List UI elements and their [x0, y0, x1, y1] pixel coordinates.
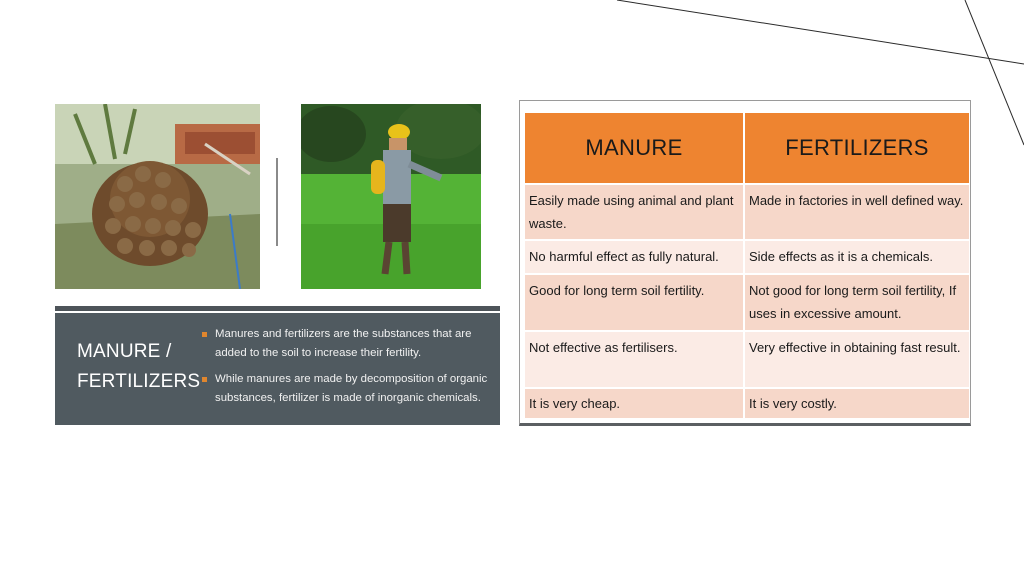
table-cell: Good for long term soil fertility.	[525, 273, 745, 330]
table-cell: Not effective as fertilisers.	[525, 330, 745, 387]
bullet-square-icon	[202, 332, 207, 337]
header-manure: MANURE	[525, 113, 745, 183]
comparison-table-frame	[519, 100, 971, 426]
table-cell: Very effective in obtaining fast result.	[745, 330, 969, 387]
table-cell: No harmful effect as fully natural.	[525, 239, 745, 273]
table-cell: Not good for long term soil fertility, If uses in excessive amount.	[745, 273, 969, 330]
table-cell: It is very cheap.	[525, 387, 745, 418]
info-panel	[55, 313, 500, 425]
bullet-item	[202, 370, 492, 408]
header-fertilizers: FERTILIZERS	[745, 113, 969, 183]
table-row	[525, 330, 969, 387]
table-cell: Made in factories in well defined way.	[745, 183, 969, 239]
table-row	[525, 387, 969, 418]
bullet-text: Manures and fertilizers are the substances that are added to the soil to increase their fertility.	[215, 328, 472, 359]
manure-heap-photo	[55, 104, 260, 289]
table-cell: It is very costly.	[745, 387, 969, 418]
table-header-row	[525, 113, 969, 183]
table-row	[525, 273, 969, 330]
bullet-square-icon	[202, 377, 207, 382]
table-cell: Easily made using animal and plant waste.	[525, 183, 745, 239]
table-cell: Side effects as it is a chemicals.	[745, 239, 969, 273]
comparison-table	[525, 113, 969, 418]
bullet-list	[202, 325, 492, 415]
farmer-spreading-fertilizer-photo	[301, 104, 481, 289]
separator-line	[276, 158, 278, 246]
bullet-item	[202, 325, 492, 363]
table-row	[525, 183, 969, 239]
bullet-text: While manures are made by decomposition of organic substances, fertilizer is made of inorganic chemicals.	[215, 373, 488, 404]
info-panel-title: MANURE / FERTILIZERS	[77, 341, 201, 392]
info-panel-top-bar	[55, 306, 500, 311]
table-row	[525, 239, 969, 273]
